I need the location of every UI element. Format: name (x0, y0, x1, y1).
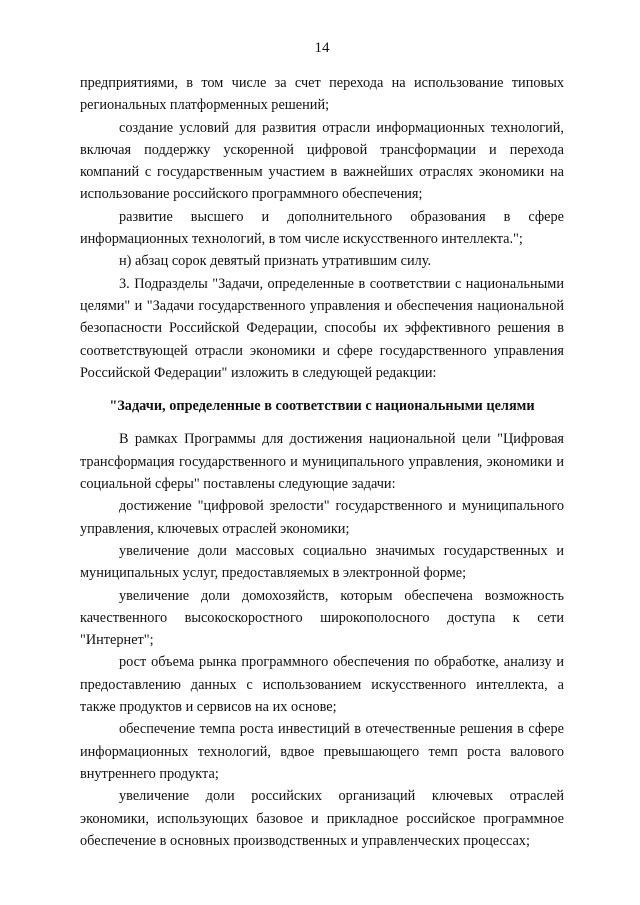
paragraph: создание условий для развития отрасли информационных технологий, включая поддержку ускоренной цифровой трансформации и перехода компаний с государственным участием в важнейших отраслях экономики на использование российского программного обеспечения; (80, 119, 564, 203)
page-number: 14 (314, 40, 330, 56)
document-body (80, 72, 564, 852)
paragraph: рост объема рынка программного обеспечения по обработке, анализу и предоставлению данных с использованием искусственного интеллекта, а также продуктов и сервисов на их основе; (80, 654, 564, 716)
paragraph: предприятиями, в том числе за счет перехода на использование типовых региональных платформенных решений; (80, 75, 564, 114)
paragraph: н) абзац сорок девятый признать утратившим силу. (119, 253, 432, 270)
paragraph: увеличение доли массовых социально значимых государственных и муниципальных услуг, предоставляемых в электронной форме; (80, 542, 564, 582)
paragraph: В рамках Программы для достижения национальной цели "Цифровая трансформация государственного и муниципального управления, экономики и социальной сферы" поставлены следующие задачи: (80, 431, 564, 493)
paragraph: достижение "цифровой зрелости" государственного и муниципального управления, ключевых отраслей экономики; (80, 498, 564, 537)
paragraph: увеличение доли домохозяйств, которым обеспечена возможность качественного высокоскоростного широкополосного доступа к сети "Интернет"; (80, 587, 564, 649)
section-heading: "Задачи, определенные в соответствии с национальными целями (109, 398, 535, 415)
paragraph: обеспечение темпа роста инвестиций в отечественные решения в сфере информационных технологий, вдвое превышающего темп роста валового внутреннего продукта; (80, 721, 564, 782)
paragraph: 3. Подразделы "Задачи, определенные в соответствии с национальными целями" и "Задачи государственного управления и обеспечения национальной безопасности Российской Федерации, способы их эффективного решения в соответствующей отрасли экономики и сфере государственного управления Российской Федерации" изложить в следующей редакции: (80, 275, 564, 381)
paragraph: развитие высшего и дополнительного образования в сфере информационных технологий, в том числе искусственного интеллекта."; (80, 208, 564, 248)
paragraph: увеличение доли российских организаций ключевых отраслей экономики, использующих базовое и прикладное российское программное обеспечение в основных производственных и управленческих процессах; (80, 788, 564, 849)
